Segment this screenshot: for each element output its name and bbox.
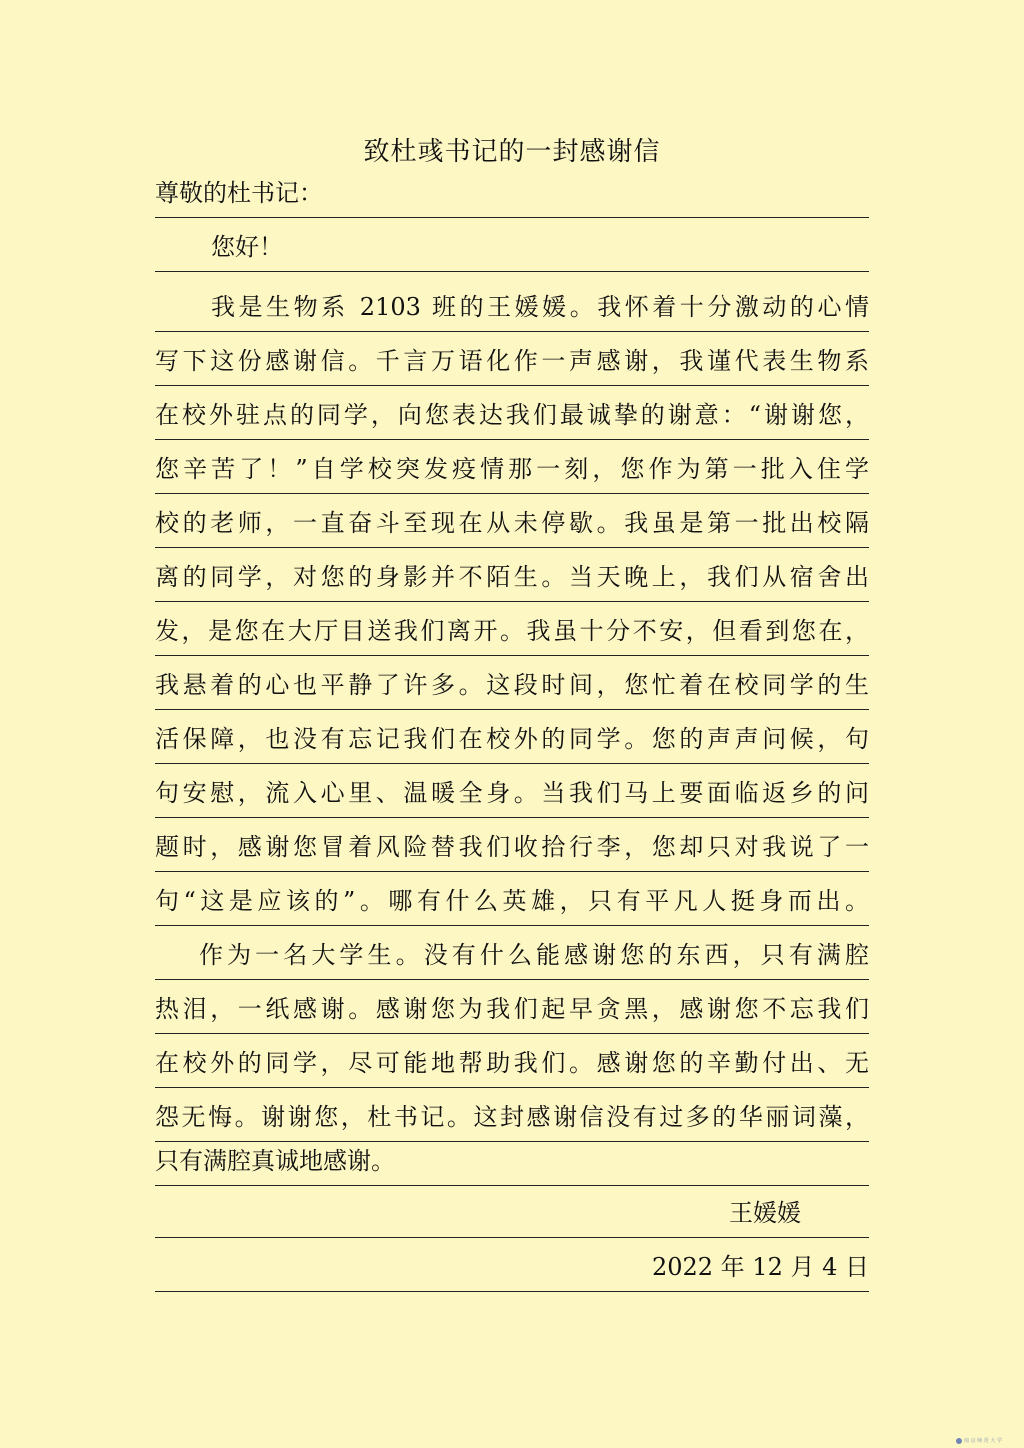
- paragraph2-line: 在校外的同学，尽可能地帮助我们。感谢您的辛勤付出、无: [155, 1038, 869, 1088]
- paragraph2-line: 怨无悔。谢谢您，杜书记。这封感谢信没有过多的华丽词藻，: [155, 1092, 869, 1142]
- paragraph1-line: 我是生物系 2103 班的王媛媛。我怀着十分激动的心情: [155, 282, 869, 332]
- paragraph1-line: 离的同学，对您的身影并不陌生。当天晚上，我们从宿舍出: [155, 552, 869, 602]
- paragraph1-line: 校的老师，一直奋斗至现在从未停歇。我虽是第一批出校隔: [155, 498, 869, 548]
- paragraph2-line: 作为一名大学生。没有什么能感谢您的东西，只有满腔: [155, 930, 869, 980]
- paragraph1-line: 活保障，也没有忘记我们在校外的同学。您的声声问候，句: [155, 714, 869, 764]
- paragraph1-line: 发，是您在大厅目送我们离开。我虽十分不安，但看到您在，: [155, 606, 869, 656]
- signature: 王媛媛: [155, 1188, 869, 1238]
- paragraph1-line: 句安慰，流入心里、温暖全身。当我们马上要面临返乡的问: [155, 768, 869, 818]
- university-logo-icon: [956, 1438, 962, 1444]
- paragraph1-line: 写下这份感谢信。千言万语化作一声感谢，我谨代表生物系: [155, 336, 869, 386]
- paragraph1-line: 我悬着的心也平静了许多。这段时间，您忙着在校同学的生: [155, 660, 869, 710]
- paragraph2-line: 热泪，一纸感谢。感谢您为我们起早贪黑，感谢您不忘我们: [155, 984, 869, 1034]
- watermark: [956, 1437, 1002, 1444]
- watermark-text: 南 京 师 范 大 学: [964, 1438, 1002, 1444]
- paragraph1-line: 句“这是应该的”。哪有什么英雄，只有平凡人挺身而出。: [155, 876, 869, 926]
- paragraph1-line: 在校外驻点的同学，向您表达我们最诚挚的谢意：“谢谢您，: [155, 390, 869, 440]
- letter-title: 致杜彧书记的一封感谢信: [363, 137, 661, 167]
- letter-date: 2022 年 12 月 4 日: [155, 1242, 869, 1292]
- paragraph1-line: 题时，感谢您冒着风险替我们收拾行李，您却只对我说了一: [155, 822, 869, 872]
- paragraph1-line: 您辛苦了！”自学校突发疫情那一刻，您作为第一批入住学: [155, 444, 869, 494]
- greeting-line: 您好！: [155, 222, 869, 272]
- salutation-line: 尊敬的杜书记：: [155, 168, 869, 218]
- paragraph2-line: 只有满腔真诚地感谢。: [155, 1136, 869, 1186]
